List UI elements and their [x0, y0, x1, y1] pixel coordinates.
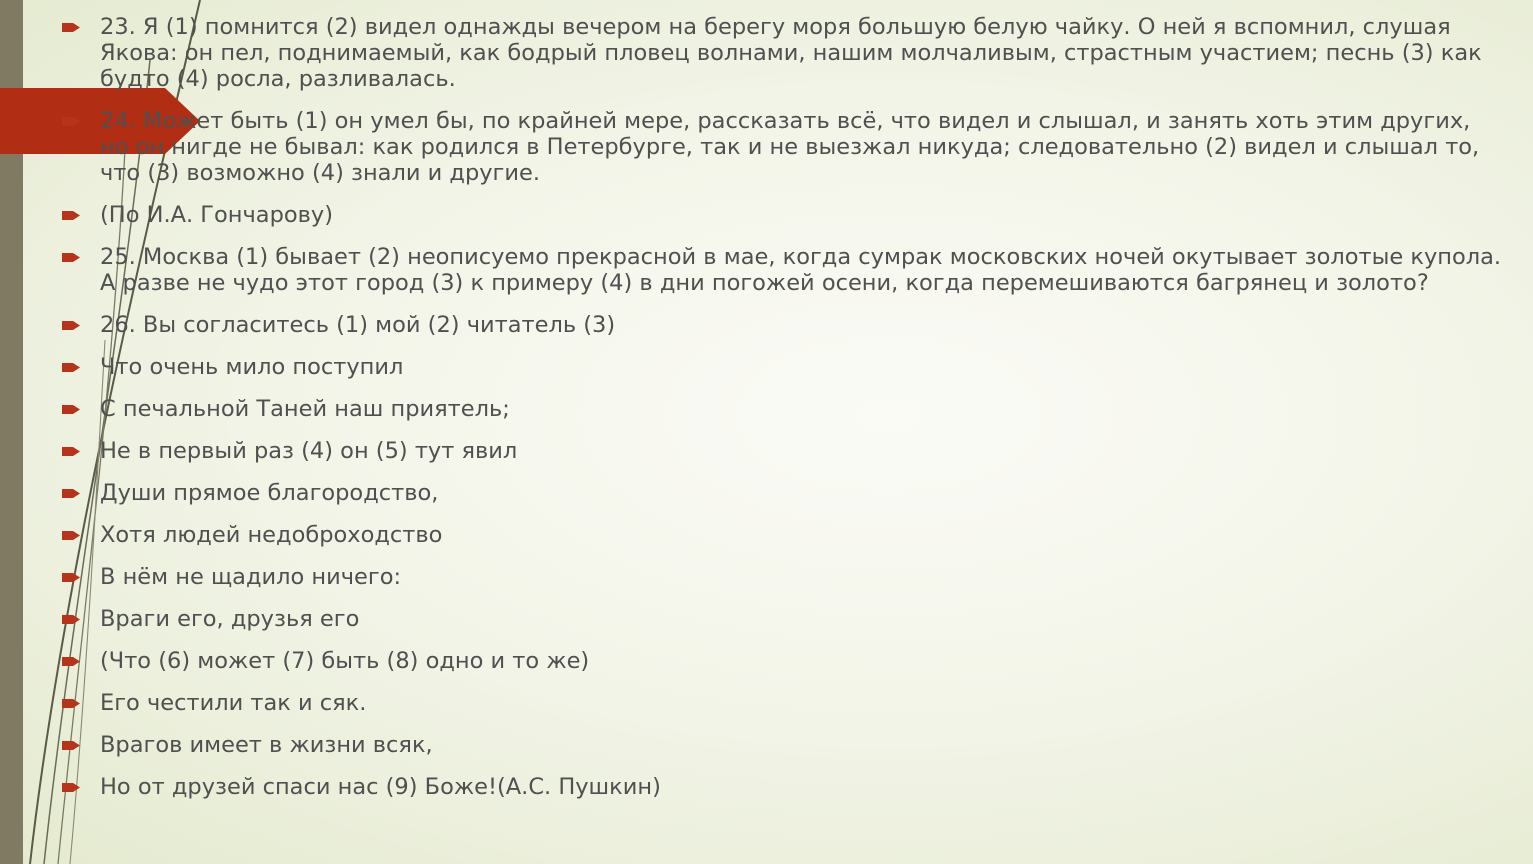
arrow-bullet-icon	[62, 211, 80, 220]
list-item	[62, 202, 1502, 228]
arrow-bullet-icon	[62, 783, 80, 792]
list-item	[62, 14, 1502, 92]
item-text: 23. Я (1) помнится (2) видел однажды вечером на берегу моря большую белую чайку. О ней я вспомнил, слушая Якова: он пел, поднимаемый, как бодрый пловец волнами, нашим молчаливым, страстным участием; песнь (3) как будто (4) росла, разливалась.	[100, 14, 1482, 92]
list-item	[62, 438, 1502, 464]
arrow-bullet-icon	[62, 447, 80, 456]
item-text: Души прямое благородство,	[100, 480, 439, 506]
list-item	[62, 396, 1502, 422]
arrow-bullet-icon	[62, 531, 80, 540]
arrow-bullet-icon	[62, 615, 80, 624]
list-item	[62, 312, 1502, 338]
arrow-bullet-icon	[62, 23, 80, 32]
item-text: Но от друзей спаси нас (9) Боже!(А.С. Пушкин)	[100, 774, 661, 800]
item-text: 26. Вы согласитесь (1) мой (2) читатель (3)	[100, 312, 616, 338]
arrow-bullet-icon	[62, 405, 80, 414]
arrow-bullet-icon	[62, 363, 80, 372]
list-item	[62, 564, 1502, 590]
arrow-bullet-icon	[62, 573, 80, 582]
item-text: Хотя людей недоброходство	[100, 522, 443, 548]
arrow-bullet-icon	[62, 657, 80, 666]
item-text: 25. Москва (1) бывает (2) неописуемо прекрасной в мае, когда сумрак московских ночей окутывает золотые купола. А разве не чудо этот город (3) к примеру (4) в дни погожей осени, когда перемешиваются багрянец и золото?	[100, 244, 1502, 296]
list-item	[62, 774, 1502, 800]
list-item	[62, 606, 1502, 632]
bullet-list	[62, 14, 1502, 800]
item-text: (Что (6) может (7) быть (8) одно и то же)	[100, 648, 590, 674]
item-text: В нём не щадило ничего:	[100, 564, 402, 590]
arrow-bullet-icon	[62, 699, 80, 708]
arrow-bullet-icon	[62, 117, 80, 126]
list-item	[62, 732, 1502, 758]
list-item	[62, 108, 1502, 186]
item-text: Враги его, друзья его	[100, 606, 360, 632]
arrow-bullet-icon	[62, 741, 80, 750]
list-item	[62, 648, 1502, 674]
item-text: Врагов имеет в жизни всяк,	[100, 732, 433, 758]
list-item	[62, 480, 1502, 506]
list-item	[62, 522, 1502, 548]
arrow-bullet-icon	[62, 321, 80, 330]
item-text: Его честили так и сяк.	[100, 690, 367, 716]
arrow-bullet-icon	[62, 489, 80, 498]
list-item	[62, 690, 1502, 716]
arrow-bullet-icon	[62, 253, 80, 262]
list-item	[62, 354, 1502, 380]
item-text: (По И.А. Гончарову)	[100, 202, 333, 228]
item-text: Не в первый раз (4) он (5) тут явил	[100, 438, 518, 464]
item-text: Что очень мило поступил	[100, 354, 404, 380]
list-item	[62, 244, 1502, 296]
item-text: С печальной Таней наш приятель;	[100, 396, 510, 422]
item-text: 24. Может быть (1) он умел бы, по крайней мере, рассказать всё, что видел и слышал, и занять хоть этим других, но он нигде не бывал: как родился в Петербурге, так и не выезжал никуда; следовательно (2) видел и слышал то, что (3) возможно (4) знали и другие.	[100, 108, 1480, 186]
